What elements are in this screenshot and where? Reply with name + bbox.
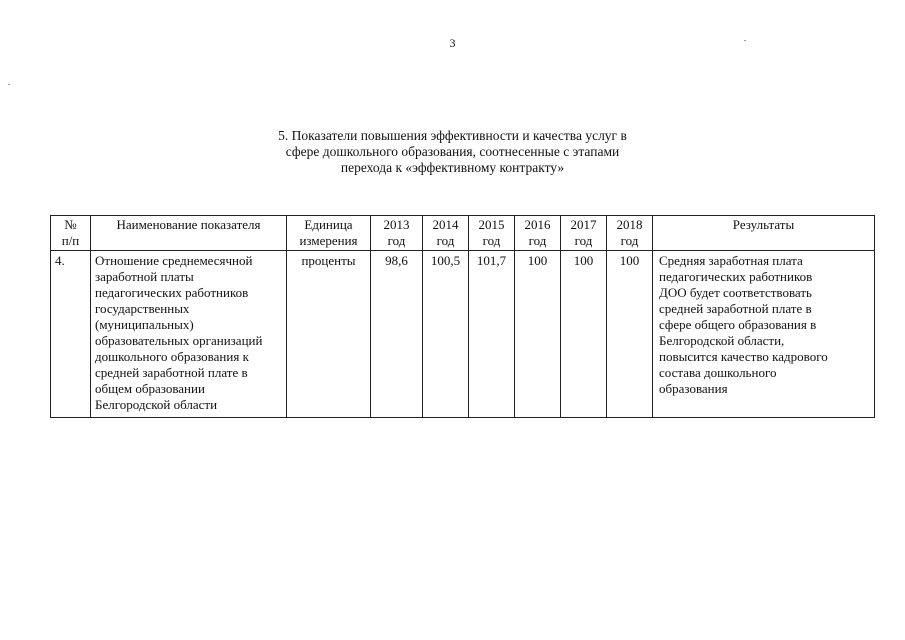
header-2016: 2016 год: [515, 216, 561, 251]
header-2013: 2013 год: [371, 216, 423, 251]
header-num: № п/п: [51, 216, 91, 251]
page-number: 3: [449, 36, 456, 50]
header-results: Результаты: [653, 216, 875, 251]
header-unit: Единица измерения: [287, 216, 371, 251]
cell-num: 4.: [51, 251, 91, 418]
cell-2016: 100: [515, 251, 561, 418]
header-name: Наименование показателя: [91, 216, 287, 251]
table-header-row: [51, 216, 875, 251]
cell-name: Отношение среднемесячной заработной платы педагогических работников государственных (муниципальных) образовательных организаций дошкольного образования к средней заработной плате в общем образовании Белгородской области: [91, 251, 287, 418]
cell-results: Средняя заработная плата педагогических работников ДОО будет соответствовать средней заработной плате в сфере общего образования в Белгородской области, повысится качество кадрового состава дошкольного образования: [653, 251, 875, 418]
heading-line: перехода к «эффективному контракту»: [340, 160, 565, 175]
heading-line: сфере дошкольного образования, соотнесенные с этапами: [285, 144, 620, 159]
table-row: [51, 251, 875, 418]
cell-2015: 101,7: [469, 251, 515, 418]
header-2015: 2015 год: [469, 216, 515, 251]
heading-line: 5. Показатели повышения эффективности и качества услуг в: [278, 128, 627, 143]
indicators-table: [50, 215, 875, 418]
cell-2018: 100: [607, 251, 653, 418]
cell-2017: 100: [561, 251, 607, 418]
header-2014: 2014 год: [423, 216, 469, 251]
cell-unit: проценты: [287, 251, 371, 418]
section-heading: [0, 128, 905, 176]
scan-speck: [744, 40, 746, 41]
header-2018: 2018 год: [607, 216, 653, 251]
cell-2014: 100,5: [423, 251, 469, 418]
scan-speck: [8, 84, 10, 85]
cell-2013: 98,6: [371, 251, 423, 418]
header-2017: 2017 год: [561, 216, 607, 251]
